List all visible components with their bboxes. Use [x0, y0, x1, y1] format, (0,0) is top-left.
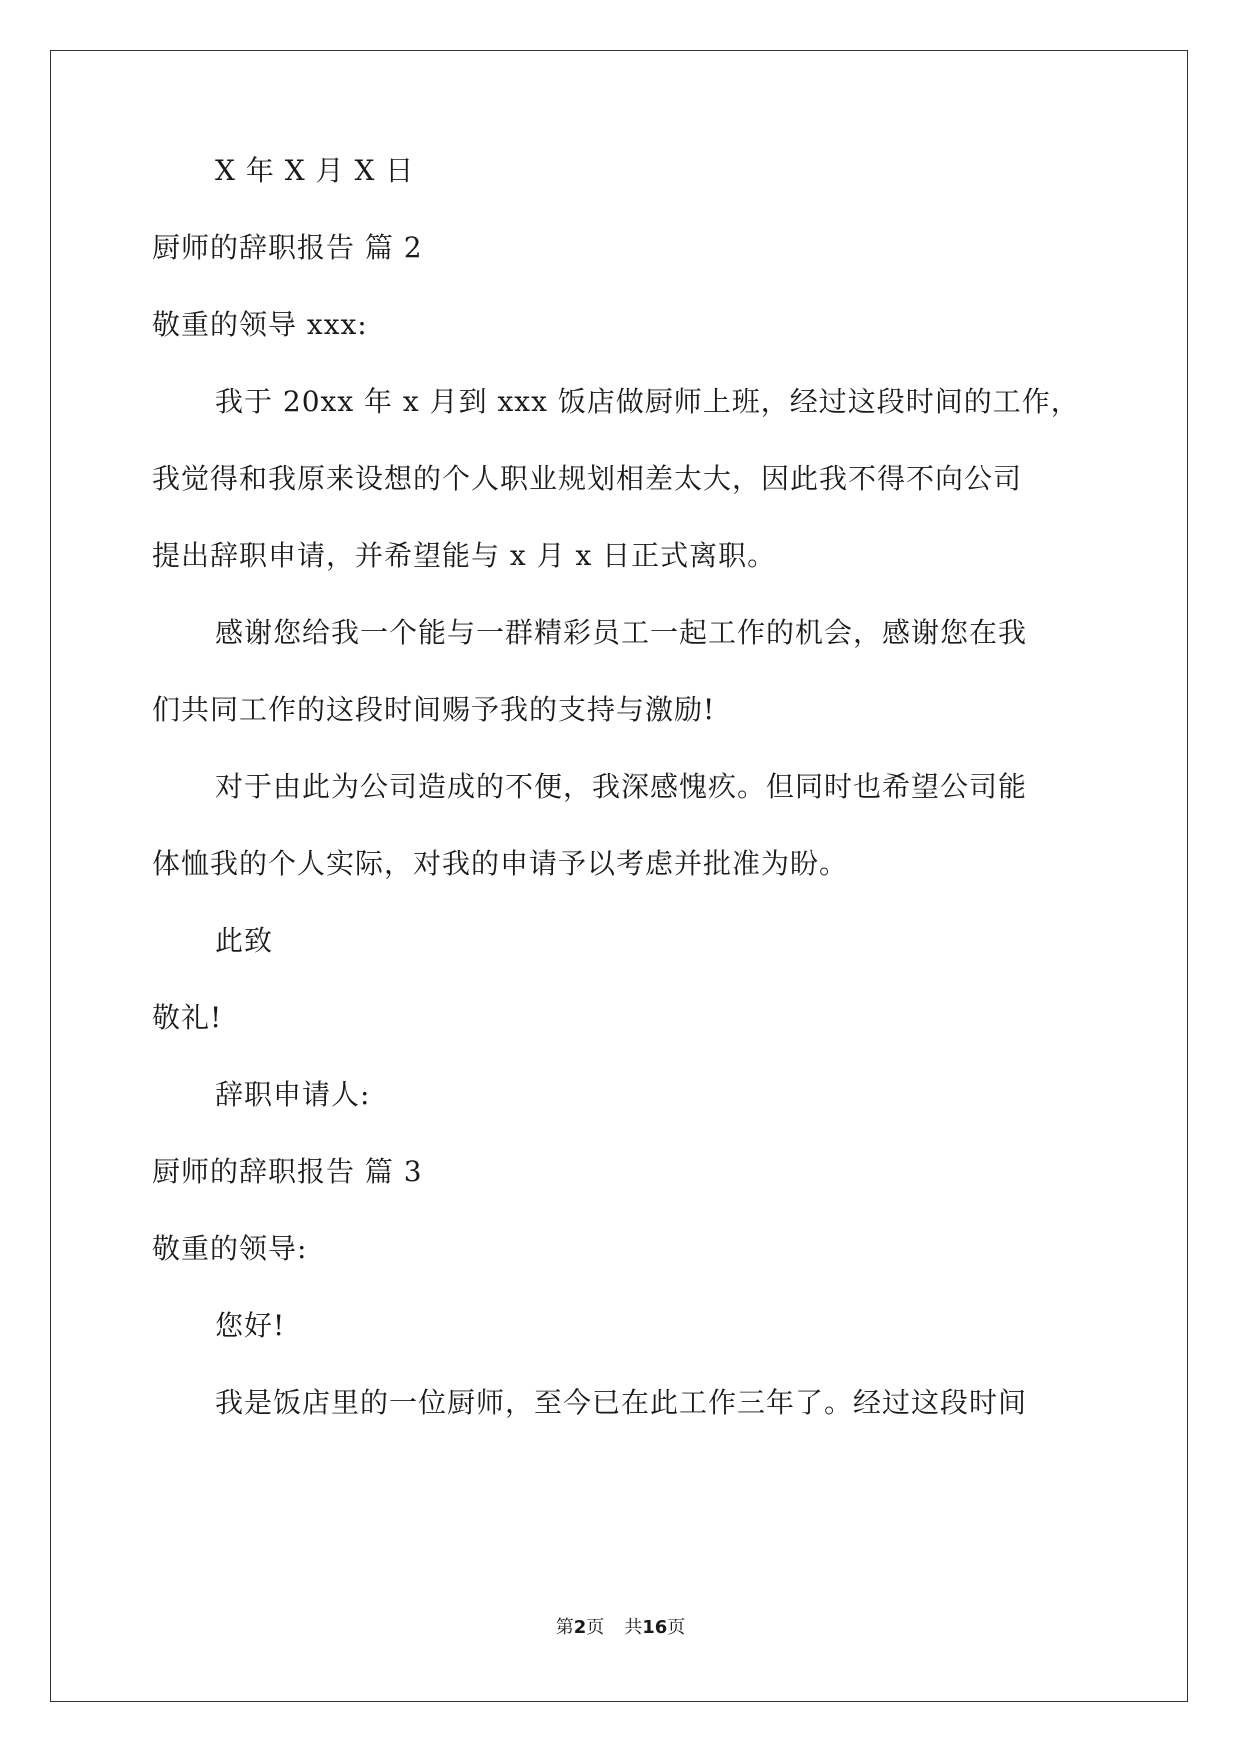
- body-paragraph-3-line-1: 对于由此为公司造成的不便，我深感愧疚。但同时也希望公司能: [215, 770, 1028, 803]
- signature-line: 辞职申请人:: [215, 1078, 371, 1111]
- salutation-line-2: 敬重的领导:: [152, 1232, 308, 1265]
- date-line: X 年 X 月 X 日: [215, 154, 415, 187]
- greeting-line: 您好!: [215, 1309, 286, 1342]
- regards-line: 敬礼!: [152, 1001, 223, 1034]
- body-paragraph-4-line-1: 我是饭店里的一位厨师，至今已在此工作三年了。经过这段时间: [215, 1386, 1028, 1419]
- section-heading-3: 厨师的辞职报告 篇 3: [152, 1155, 423, 1188]
- page-suffix: 页: [586, 1617, 605, 1638]
- page-number: 2: [573, 1617, 587, 1638]
- total-prefix: 共: [624, 1617, 643, 1638]
- section-heading-2: 厨师的辞职报告 篇 2: [152, 231, 423, 264]
- total-pages: 16: [642, 1617, 668, 1638]
- page-footer: [0, 1616, 1241, 1640]
- salutation-line: 敬重的领导 xxx:: [152, 308, 368, 341]
- body-paragraph-2-line-2: 们共同工作的这段时间赐予我的支持与激励!: [152, 693, 716, 726]
- body-paragraph-1-line-3: 提出辞职申请，并希望能与 x 月 x 日正式离职。: [152, 539, 777, 572]
- body-paragraph-1-line-1: 我于 20xx 年 x 月到 xxx 饭店做厨师上班，经过这段时间的工作，: [215, 385, 1080, 418]
- closing-line: 此致: [215, 924, 274, 957]
- body-paragraph-2-line-1: 感谢您给我一个能与一群精彩员工一起工作的机会，感谢您在我: [215, 616, 1028, 649]
- body-paragraph-1-line-2: 我觉得和我原来设想的个人职业规划相差太大，因此我不得不向公司: [152, 462, 1023, 495]
- total-suffix: 页: [667, 1617, 686, 1638]
- body-paragraph-3-line-2: 体恤我的个人实际，对我的申请予以考虑并批准为盼。: [152, 847, 849, 880]
- page-prefix: 第: [555, 1617, 574, 1638]
